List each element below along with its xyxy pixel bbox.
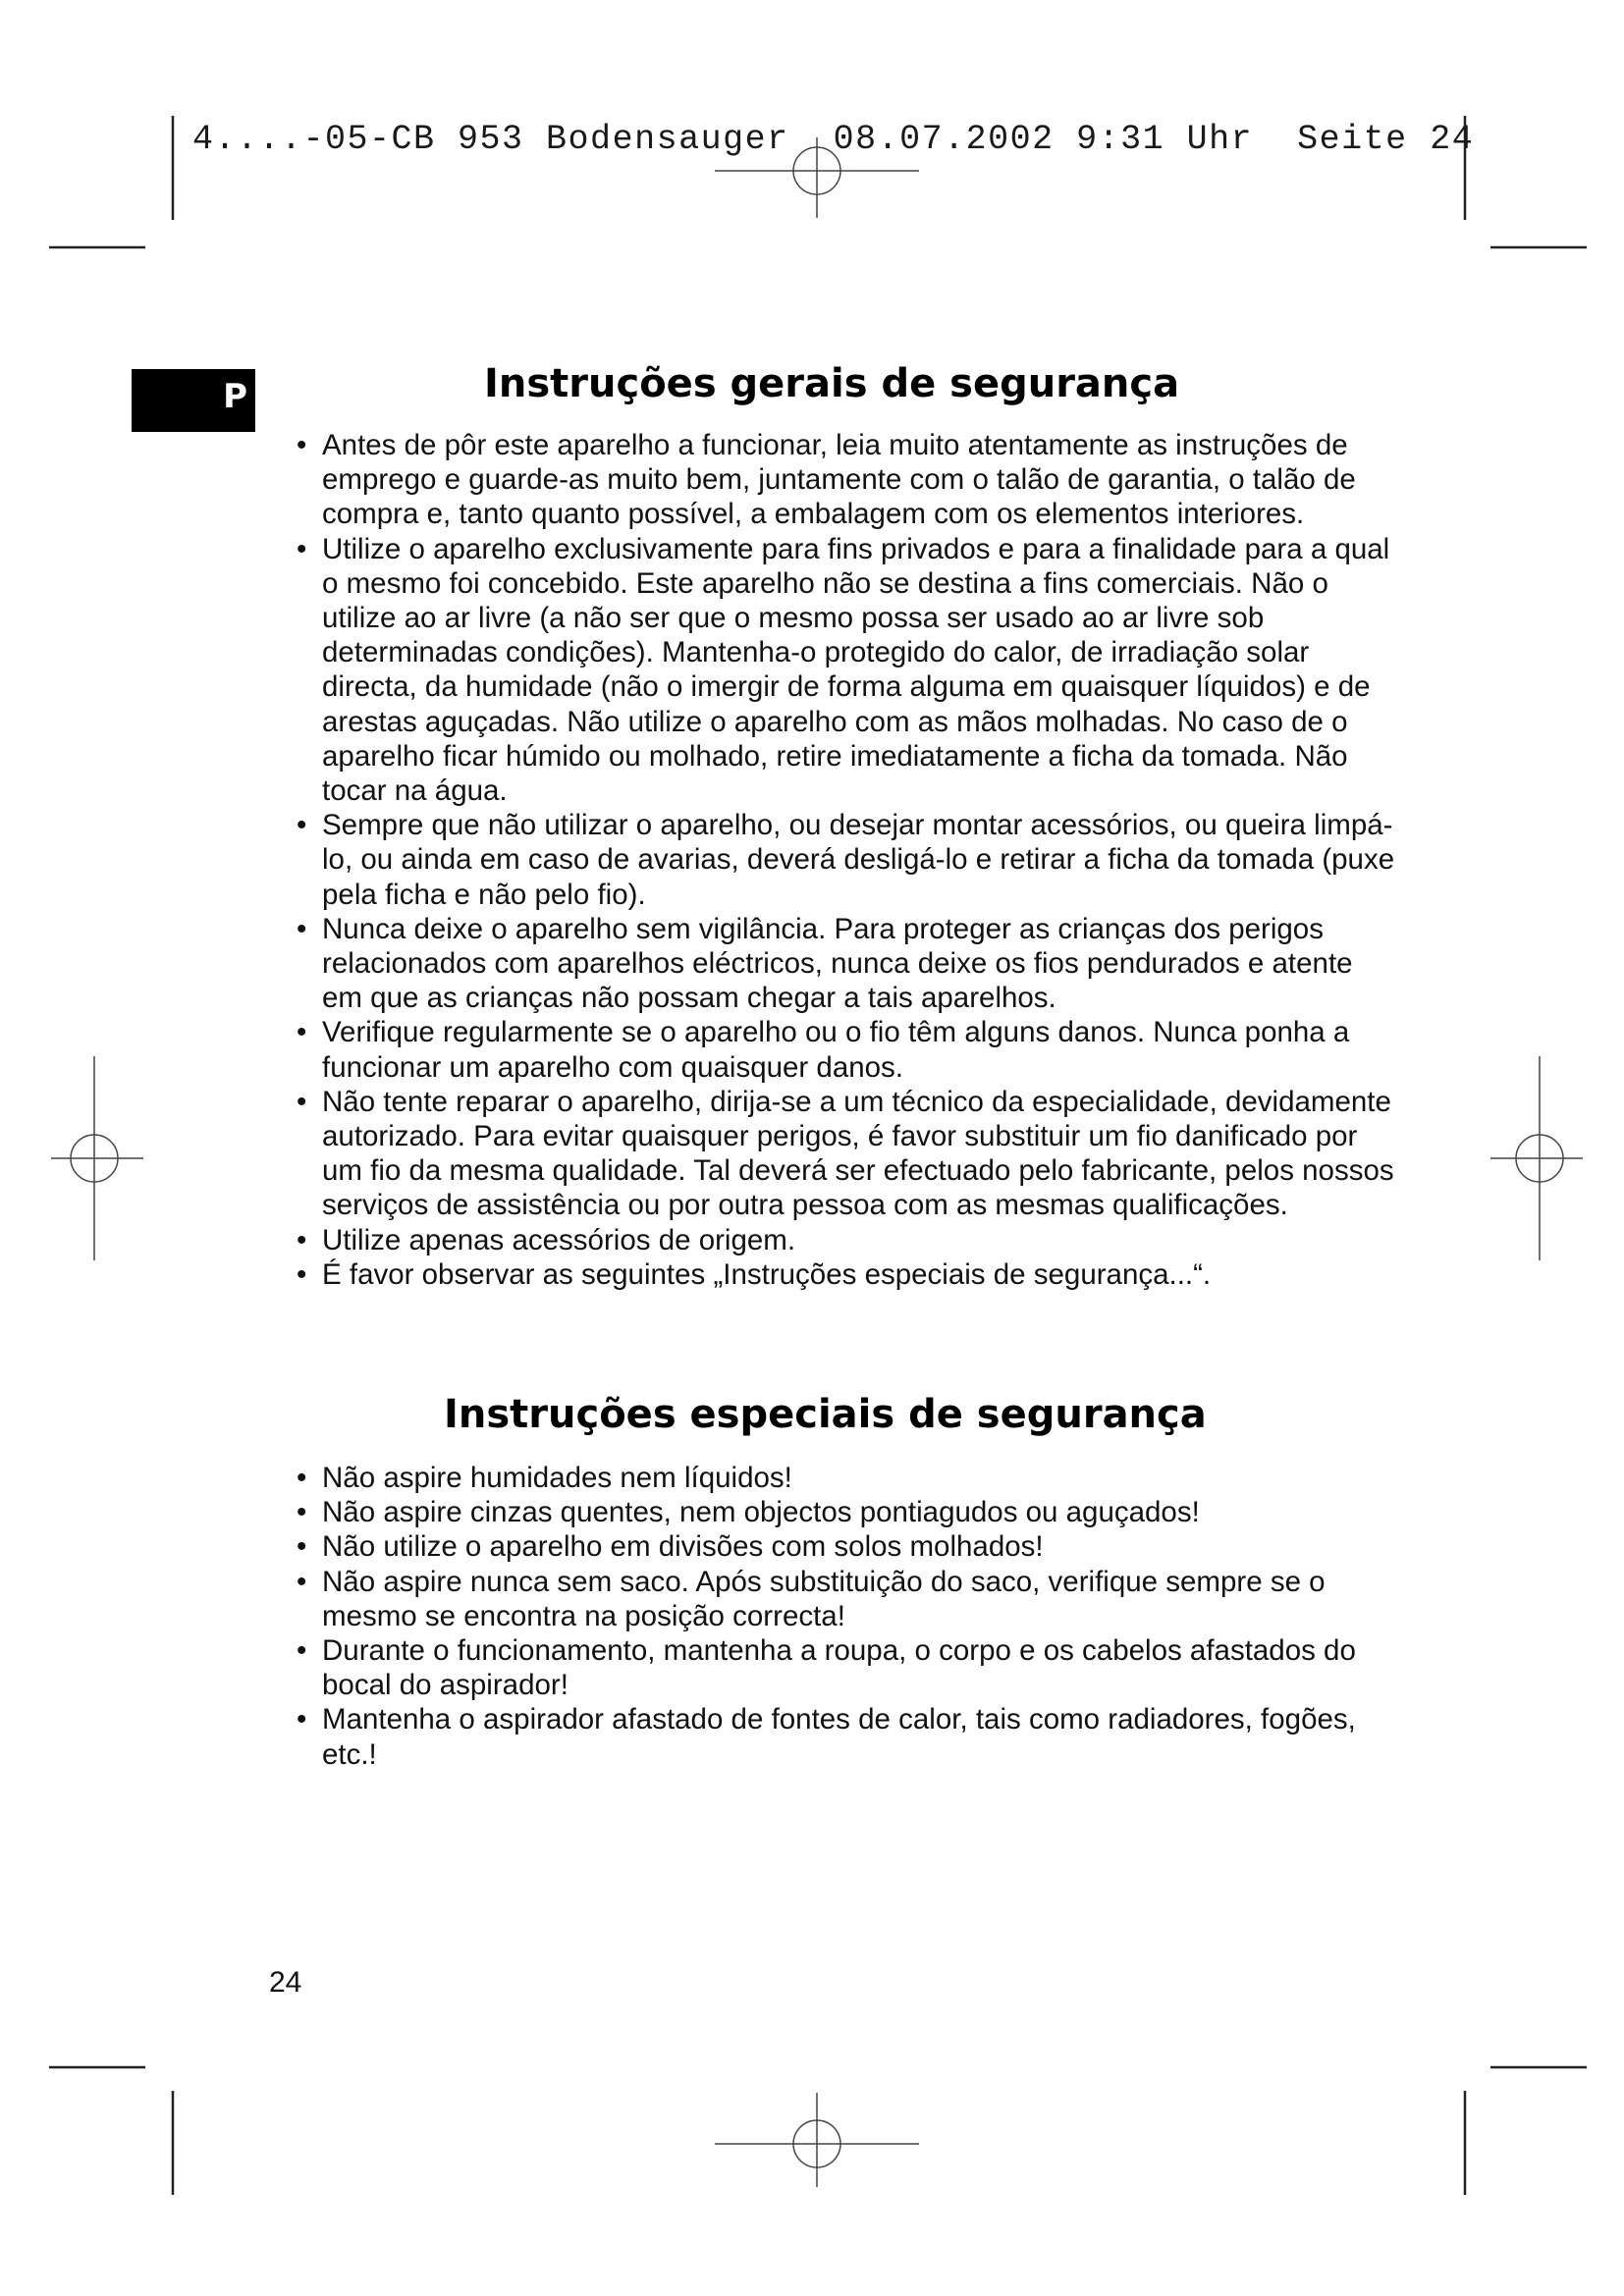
- list-item: • Não aspire nunca sem saco. Após substituição do saco, verifique sempre se o mesmo se encontra na posição correcta!: [267, 1565, 1396, 1633]
- list-item: • Utilize o aparelho exclusivamente para fins privados e para a finalidade para a qual o mesmo foi concebido. Este aparelho não se destina a fins comerciais. Não o utilize ao ar livre (a não ser que o mesmo possa ser usado ao ar livre sob determinadas condições). Mantenha-o protegido do calor, de irradiação solar directa, da humidade (não o imergir de forma alguma em quaisquer líquidos) e de arestas aguçadas. Não utilize o aparelho com as mãos molhadas. No caso de o aparelho ficar húmido ou molhado, retire imediatamente a ficha da tomada. Não tocar na água.: [267, 532, 1396, 809]
- list-item: • Antes de pôr este aparelho a funcionar, leia muito atentamente as instruções de emprego e guarde-as muito bem, juntamente com o talão de garantia, o talão de compra e, tanto quanto possível, a embalagem com os elementos interiores.: [267, 428, 1396, 532]
- section-title-general-safety: Instruções gerais de segurança: [484, 361, 1180, 406]
- section-title-special-safety: Instruções especiais de segurança: [444, 1392, 1207, 1437]
- list-item: • Não utilize o aparelho em divisões com solos molhados!: [267, 1529, 1396, 1564]
- special-safety-list: [267, 1461, 1396, 1772]
- list-item: • Verifique regularmente se o aparelho ou o fio têm alguns danos. Nunca ponha a funcionar um aparelho com quaisquer danos.: [267, 1015, 1396, 1084]
- list-item: • Durante o funcionamento, mantenha a roupa, o corpo e os cabelos afastados do bocal do aspirador!: [267, 1633, 1396, 1702]
- list-item: • Sempre que não utilizar o aparelho, ou desejar montar acessórios, ou queira limpá-lo, ou ainda em caso de avarias, deverá desligá-lo e retirar a ficha da tomada (puxe pela ficha e não pelo fio).: [267, 808, 1396, 912]
- list-item: • Não aspire cinzas quentes, nem objectos pontiagudos ou aguçados!: [267, 1495, 1396, 1529]
- print-slug-header: 4....-05-CB 953 Bodensauger 08.07.2002 9:31 Uhr Seite 24: [192, 120, 1475, 159]
- list-item: • Utilize apenas acessórios de origem.: [267, 1223, 1396, 1257]
- list-item: • Não tente reparar o aparelho, dirija-se a um técnico da especialidade, devidamente autorizado. Para evitar quaisquer perigos, é favor substituir um fio danificado por um fio da mesma qualidade. Tal deverá ser efectuado pelo fabricante, pelos nossos serviços de assistência ou por outra pessoa com as mesmas qualificações.: [267, 1085, 1396, 1223]
- list-item: • Nunca deixe o aparelho sem vigilância. Para proteger as crianças dos perigos relacionados com aparelhos eléctricos, nunca deixe os fios pendurados e atente em que as crianças não possam chegar a tais aparelhos.: [267, 912, 1396, 1016]
- list-item: • É favor observar as seguintes „Instruções especiais de segurança...“.: [267, 1257, 1396, 1292]
- general-safety-list: [267, 428, 1396, 1292]
- language-tab: P: [132, 369, 255, 432]
- list-item: • Não aspire humidades nem líquidos!: [267, 1461, 1396, 1495]
- list-item: • Mantenha o aspirador afastado de fontes de calor, tais como radiadores, fogões, etc.!: [267, 1702, 1396, 1771]
- page-number: 24: [269, 1966, 302, 1999]
